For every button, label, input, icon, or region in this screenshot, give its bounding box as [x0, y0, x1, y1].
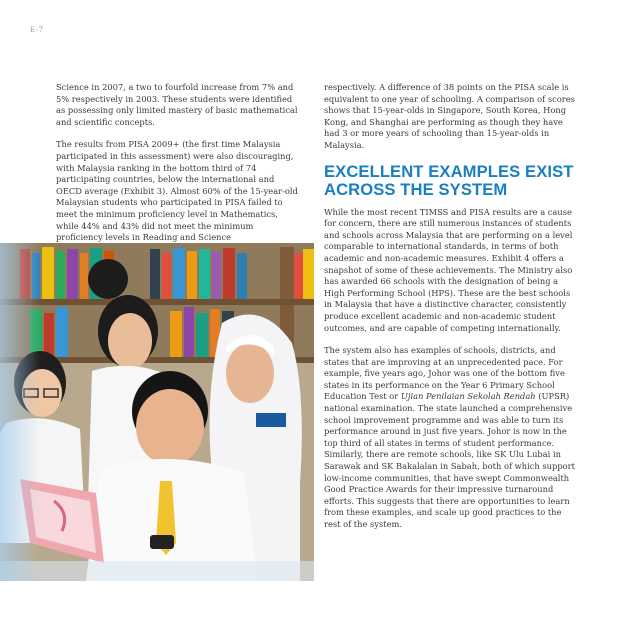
left-paragraph-2: The results from PISA 2009+ (the first time Malaysia participated in this assessment) were also discouraging, with Malaysia ranking in the bottom third of 74 participating countries, below the international and OECD average (Exhibit 3). Almost 60% of the 15-year-old Malaysian students who participated in PISA failed to meet the minimum proficiency level in Mathematics, while 44% and 43% did not meet the minimum proficiency levels in Reading and Science	[56, 139, 298, 243]
right-column	[324, 82, 578, 542]
right-paragraph-3	[324, 345, 578, 531]
photo-left-fade	[0, 243, 40, 581]
section-heading-line-1: EXCELLENT EXAMPLES EXIST	[324, 161, 574, 181]
section-heading-line-2: ACROSS THE SYSTEM	[324, 180, 508, 200]
left-column	[56, 82, 302, 255]
right-paragraph-3-part-2: (UPSR) national examination. The state launched a comprehensive school improvement programme and was able to turn its performance around in just five years. Johor is now in the top third of all states in terms of student performance. Similarly, there are remote schools, like SK Ulu Lubai in Sarawak and SK Bakalalan in Sabah, both of which support low-income communities, that have swept Commonwealth Good Practice Awards for their impressive turnaround efforts. This suggests that there are opportunities to learn from these examples, and scale up good practices to the rest of the system.	[324, 391, 575, 529]
right-paragraph-2: While the most recent TIMSS and PISA results are a cause for concern, there are still numerous instances of students and schools across Malaysia that are performing on a level comparable to international standards, in terms of both academic and non-academic measures. Exhibit 4 offers a snapshot of some of these achievements. The Ministry also has awarded 66 schools with the designation of being a High Performing School (HPS). These are the best schools in Malaysia that have a distinctive character, consistently produce excellent academic and non-academic student outcomes, and are capable of competing internationally.	[324, 206, 573, 333]
right-paragraph-3-part-1: The system also has examples of schools, districts, and states that are improving at an unprecedented pace. For example, five years ago, Johor was one of the bottom five states in its performance on the Year 6 Primary School Education Test or	[324, 345, 565, 402]
section-heading	[324, 163, 578, 200]
upsr-malay-term: Ujian Penilaian Sekolah Rendah	[400, 391, 536, 402]
left-paragraph-1: Science in 2007, a two to fourfold increase from 7% and 5% respectively in 2003. These students were identified as possessing only limited mastery of basic mathematical and scientific concepts.	[56, 82, 298, 127]
page-number: E-7	[30, 26, 44, 34]
students-reading-photo	[0, 243, 314, 581]
right-paragraph-1: respectively. A difference of 38 points on the PISA scale is equivalent to one year of schooling. A comparison of scores shows that 15-year-olds in Singapore, South Korea, Hong Kong, and Shanghai are performing as though they have had 3 or more years of schooling than 15-year-olds in Malaysia.	[324, 82, 575, 150]
